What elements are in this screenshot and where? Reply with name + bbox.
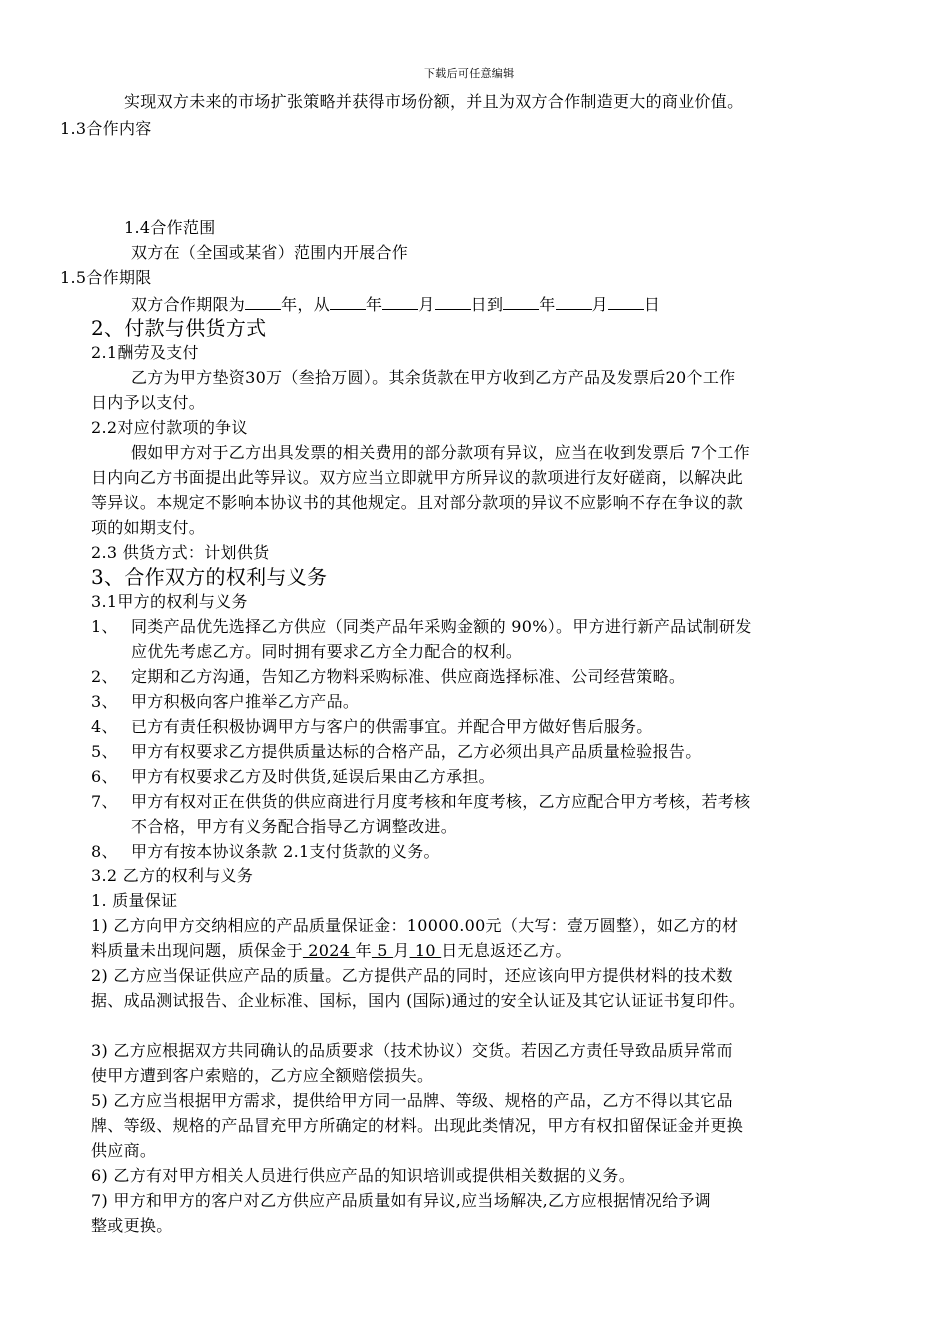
scope-text: 双方在（全国或某省）范围内开展合作 bbox=[131, 243, 409, 262]
refund-day: 10 bbox=[409, 941, 442, 960]
blank-field bbox=[608, 293, 644, 310]
para-2-2-line-1: 假如甲方对于乙方出具发票的相关费用的部分款项有异议，应当在收到发票后 7个工作 bbox=[131, 443, 750, 462]
list-item: 甲方有权要求乙方及时供货,延误后果由乙方承担。 bbox=[131, 767, 495, 786]
heading-1-3: 1.3合作内容 bbox=[60, 119, 152, 138]
para-2-1-line-1: 乙方为甲方垫资30万（叁拾万圆）。其余货款在甲方收到乙方产品及发票后20个工作 bbox=[131, 368, 736, 387]
year-unit: 年 bbox=[355, 941, 372, 960]
blank-field bbox=[330, 293, 366, 310]
section-3-title: 3、合作双方的权利与义务 bbox=[91, 565, 328, 589]
heading-1-4: 1.4合作范围 bbox=[124, 218, 216, 237]
list-item-number: 2、 bbox=[91, 667, 118, 686]
blank-field bbox=[435, 293, 471, 310]
section-2-title: 2、付款与供货方式 bbox=[91, 316, 267, 340]
term-part: 双方合作期限为 bbox=[131, 295, 246, 314]
quality-1-text: 料质量未出现问题，质保金于 bbox=[91, 941, 303, 960]
heading-2-1: 2.1酬劳及支付 bbox=[91, 343, 199, 362]
term-part: 日 bbox=[643, 295, 661, 314]
page-header-note: 下载后可任意编辑 bbox=[424, 67, 515, 80]
list-item: 甲方积极向客户推举乙方产品。 bbox=[131, 692, 360, 711]
list-item-number: 1、 bbox=[91, 617, 118, 636]
term-part: 年 bbox=[539, 295, 556, 314]
quality-1-line-2 bbox=[91, 941, 572, 961]
quality-title: 1. 质量保证 bbox=[91, 891, 178, 910]
month-unit: 月 bbox=[393, 941, 410, 960]
list-item-continuation: 不合格，甲方有义务配合指导乙方调整改进。 bbox=[131, 817, 458, 836]
quality-5-line-2: 牌、等级、规格的产品冒充甲方所确定的材料。出现此类情况，甲方有权扣留保证金并更换 bbox=[91, 1116, 744, 1135]
term-part: 月 bbox=[591, 295, 608, 314]
quality-7-line-2: 整或更换。 bbox=[91, 1216, 173, 1235]
list-item-number: 5、 bbox=[91, 742, 118, 761]
list-item-number: 8、 bbox=[91, 842, 118, 861]
list-item-number: 3、 bbox=[91, 692, 118, 711]
quality-2-line-1: 2) 乙方应当保证供应产品的质量。乙方提供产品的同时，还应该向甲方提供材料的技术数 bbox=[91, 966, 733, 985]
term-part: 年，从 bbox=[281, 295, 331, 314]
list-item-number: 7、 bbox=[91, 792, 118, 811]
list-item-continuation: 应优先考虑乙方。同时拥有要求乙方全力配合的权利。 bbox=[131, 642, 523, 661]
list-item: 已方有责任积极协调甲方与客户的供需事宜。并配合甲方做好售后服务。 bbox=[131, 717, 653, 736]
refund-month: 5 bbox=[371, 941, 394, 960]
list-item: 甲方有按本协议条款 2.1支付货款的义务。 bbox=[131, 842, 440, 861]
heading-3-2: 3.2 乙方的权利与义务 bbox=[91, 866, 254, 885]
blank-field bbox=[245, 293, 281, 310]
quality-1-line-1: 1) 乙方向甲方交纳相应的产品质量保证金：10000.00元（大写：壹万圆整），如乙方的材 bbox=[91, 916, 739, 935]
para-2-2-line-3: 等异议。本规定不影响本协议书的其他规定。且对部分款项的异议不应影响不存在争议的款 bbox=[91, 493, 744, 512]
quality-5-line-3: 供应商。 bbox=[91, 1141, 157, 1160]
list-item: 甲方有权要求乙方提供质量达标的合格产品，乙方必须出具产品质量检验报告。 bbox=[131, 742, 702, 761]
para-2-1-line-2: 日内予以支付。 bbox=[91, 393, 206, 412]
quality-2-line-2: 据、成品测试报告、企业标准、国标，国内 (国际)通过的安全认证及其它认证证书复印件。 bbox=[91, 991, 746, 1010]
term-line bbox=[131, 293, 660, 315]
quality-7-line-1: 7) 甲方和甲方的客户对乙方供应产品质量如有异议,应当场解决,乙方应根据情况给予调 bbox=[91, 1191, 711, 1210]
term-part: 年 bbox=[366, 295, 383, 314]
blank-field bbox=[503, 293, 539, 310]
intro-tail: 实现双方未来的市场扩张策略并获得市场份额，并且为双方合作制造更大的商业价值。 bbox=[124, 92, 744, 111]
quality-3-line-2: 使甲方遭到客户索赔的，乙方应全额赔偿损失。 bbox=[91, 1066, 434, 1085]
list-item: 甲方有权对正在供货的供应商进行月度考核和年度考核，乙方应配合甲方考核，若考核 bbox=[131, 792, 751, 811]
para-2-2-line-4: 项的如期支付。 bbox=[91, 518, 206, 537]
heading-3-1: 3.1甲方的权利与义务 bbox=[91, 592, 248, 611]
heading-2-3: 2.3 供货方式：计划供货 bbox=[91, 543, 270, 562]
list-item-number: 4、 bbox=[91, 717, 118, 736]
list-item: 定期和乙方沟通，告知乙方物料采购标准、供应商选择标准、公司经营策略。 bbox=[131, 667, 686, 686]
para-2-2-line-2: 日内向乙方书面提出此等异议。双方应当立即就甲方所异议的款项进行友好磋商，以解决此 bbox=[91, 468, 744, 487]
term-part: 日到 bbox=[470, 295, 504, 314]
blank-field bbox=[556, 293, 592, 310]
quality-6-line-1: 6) 乙方有对甲方相关人员进行供应产品的知识培训或提供相关数据的义务。 bbox=[91, 1166, 636, 1185]
term-part: 月 bbox=[418, 295, 435, 314]
quality-3-line-1: 3) 乙方应根据双方共同确认的品质要求（技术协议）交货。若因乙方责任导致品质异常而 bbox=[91, 1041, 733, 1060]
list-item-number: 6、 bbox=[91, 767, 118, 786]
quality-1-text: 日无息返还乙方。 bbox=[441, 941, 572, 960]
heading-1-5: 1.5合作期限 bbox=[60, 268, 152, 287]
quality-5-line-1: 5) 乙方应当根据甲方需求，提供给甲方同一品牌、等级、规格的产品，乙方不得以其它品 bbox=[91, 1091, 733, 1110]
heading-2-2: 2.2对应付款项的争议 bbox=[91, 418, 248, 437]
blank-field bbox=[382, 293, 418, 310]
list-item: 同类产品优先选择乙方供应（同类产品年采购金额的 90%）。甲方进行新产品试制研发 bbox=[131, 617, 752, 636]
refund-year: 2024 bbox=[302, 941, 356, 960]
